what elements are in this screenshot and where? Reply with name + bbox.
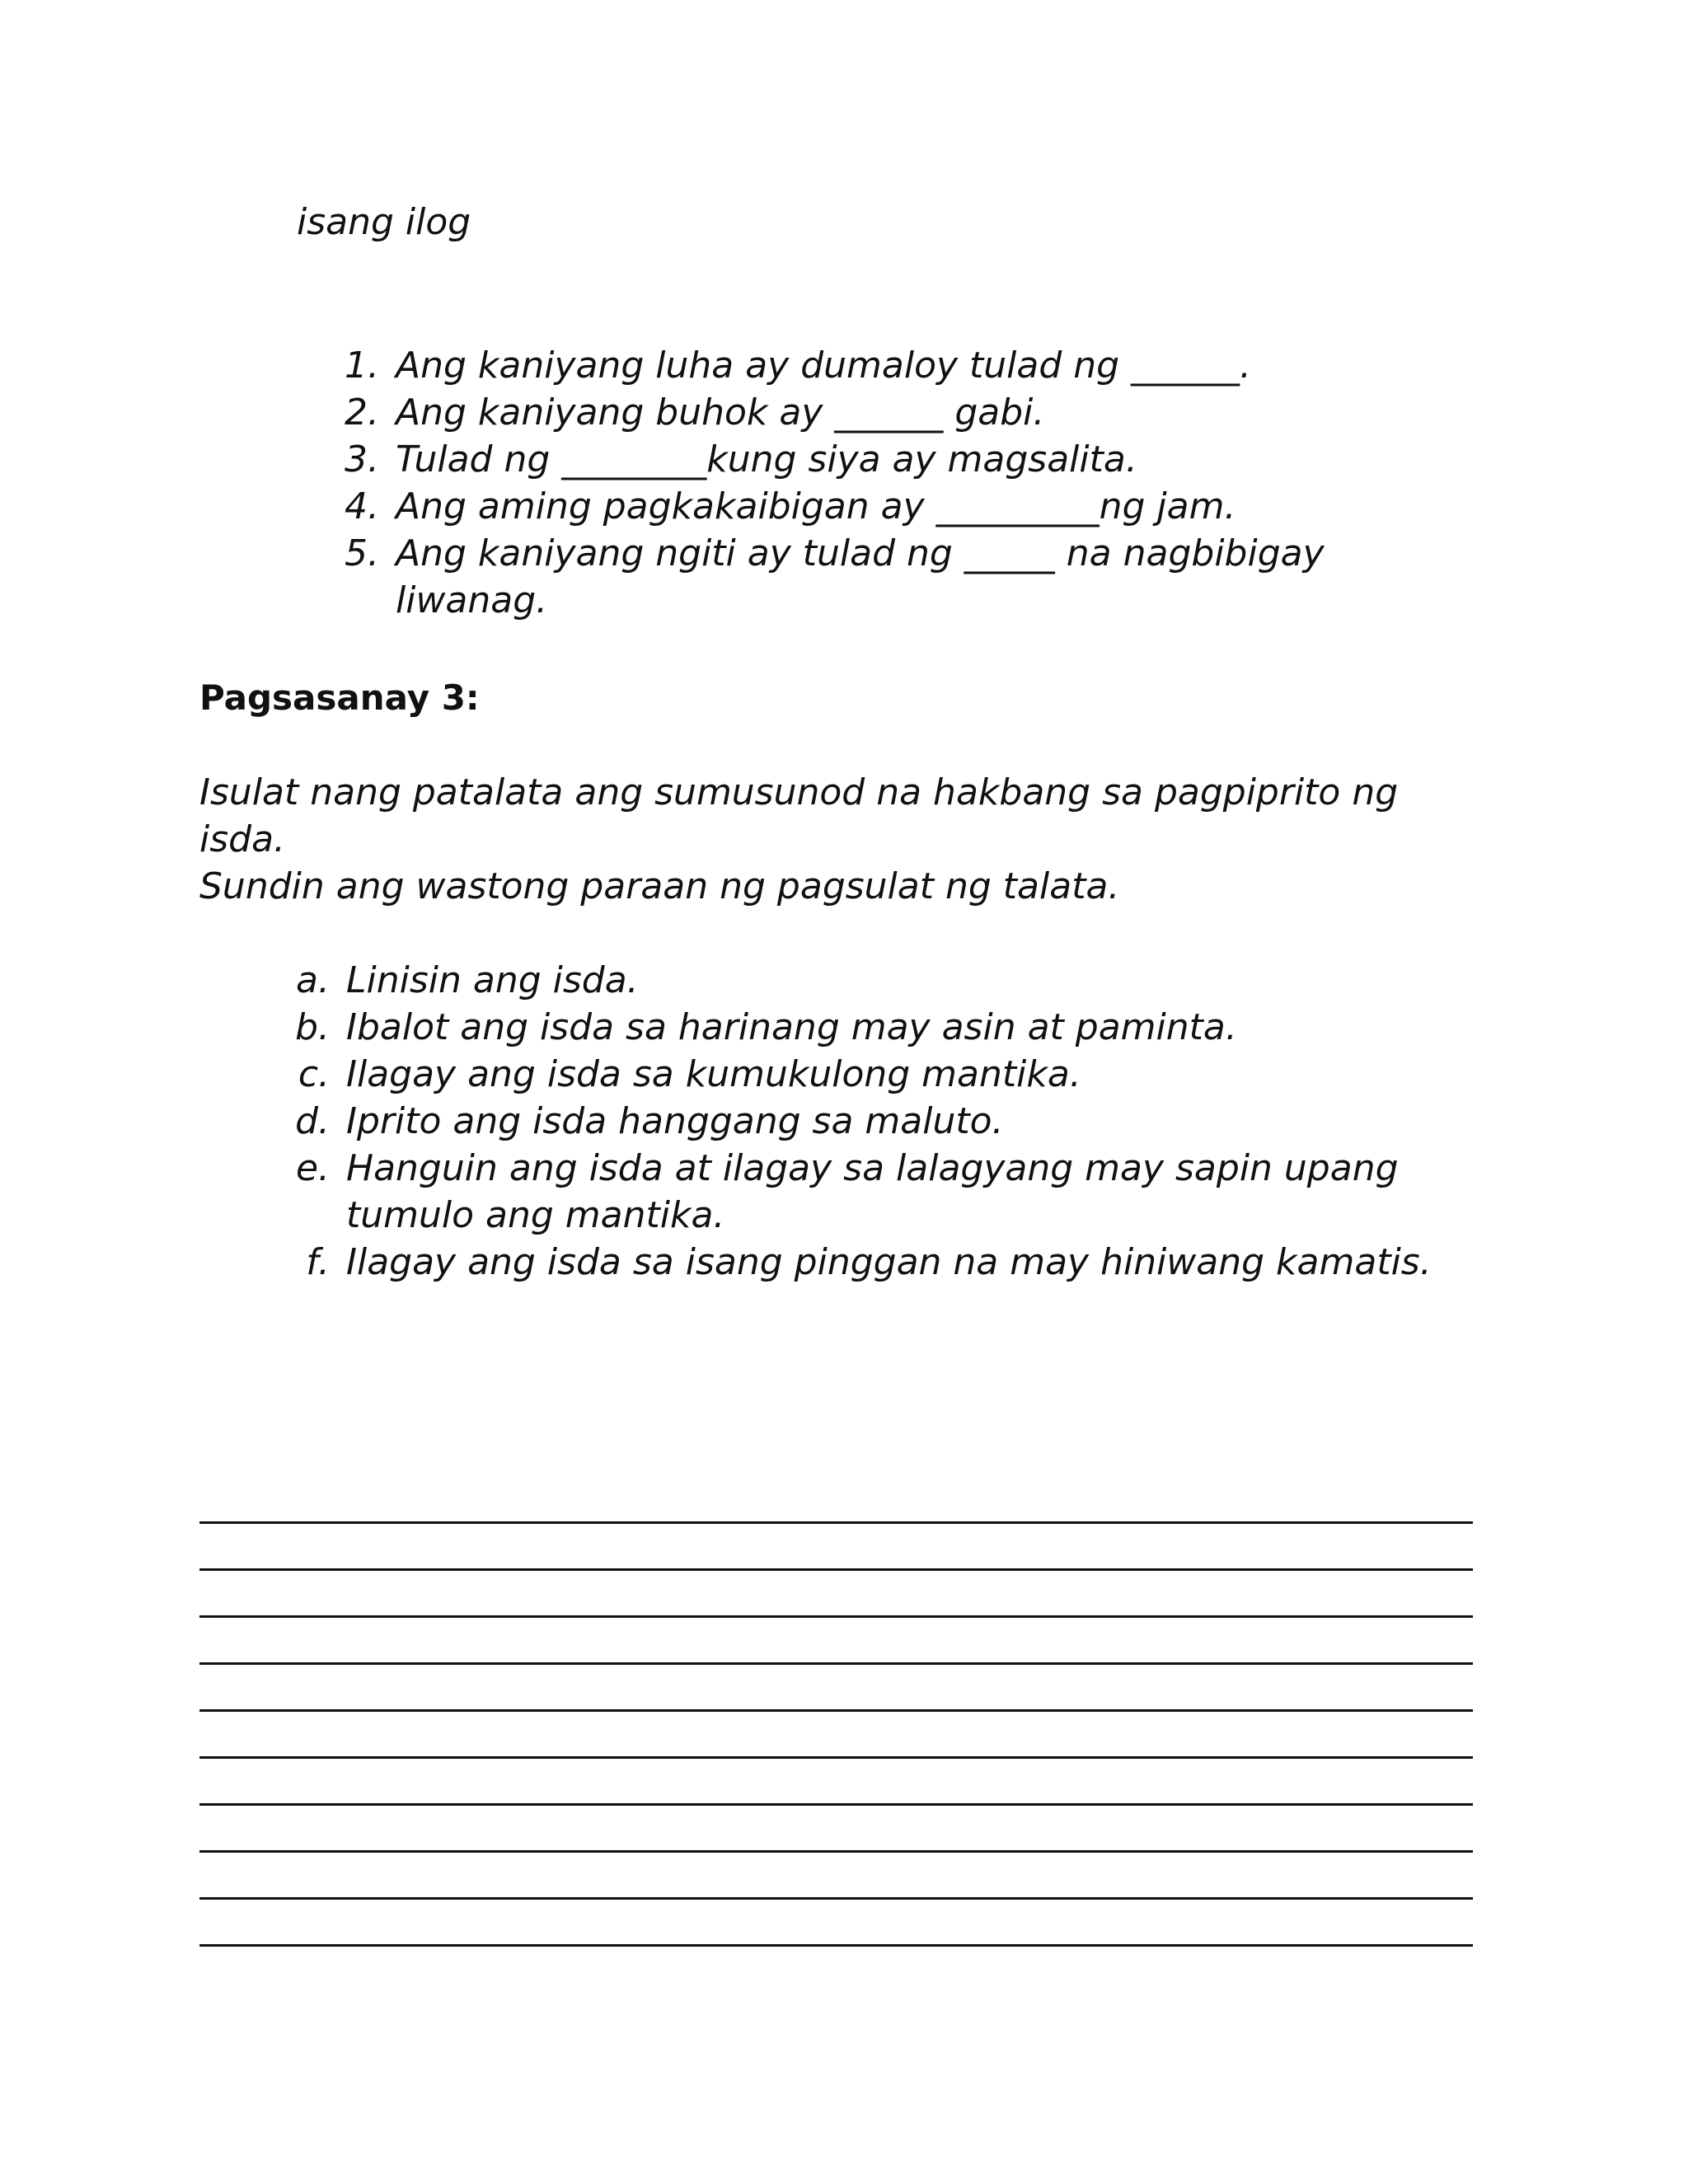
instruction-line: isda. xyxy=(199,818,286,860)
item-text: Ang kaniyang luha ay dumaloy tulad ng ______. xyxy=(396,344,1252,387)
item-text: Tulad ng ________kung siya ay magsalita. xyxy=(396,438,1137,480)
item-text: Ang kaniyang buhok ay ______ gabi. xyxy=(396,391,1045,434)
step-text: Linisin ang isda. xyxy=(346,959,639,1001)
item-number: 3. xyxy=(345,438,379,480)
writing-line[interactable] xyxy=(199,1803,1473,1806)
step-letter: a. xyxy=(296,959,330,1001)
writing-line[interactable] xyxy=(199,1944,1473,1947)
step-text: Ibalot ang isda sa harinang may asin at paminta. xyxy=(346,1006,1237,1048)
step-letter: c. xyxy=(298,1053,330,1095)
item-text: Ang kaniyang ngiti ay tulad ng _____ na nagbibigay xyxy=(396,532,1325,574)
writing-line[interactable] xyxy=(199,1756,1473,1759)
writing-line[interactable] xyxy=(199,1897,1473,1900)
item-number: 5. xyxy=(345,532,379,574)
writing-line[interactable] xyxy=(199,1850,1473,1853)
item-text-continued: liwanag. xyxy=(396,579,548,621)
writing-line[interactable] xyxy=(199,1709,1473,1712)
instruction-line: Isulat nang patalata ang sumusunod na hakbang sa pagpiprito ng xyxy=(199,771,1399,813)
step-text: Iprito ang isda hanggang sa maluto. xyxy=(346,1100,1004,1142)
step-letter: b. xyxy=(295,1006,330,1048)
item-text: Ang aming pagkakaibigan ay _________ng jam. xyxy=(396,485,1236,527)
step-text: Ilagay ang isda sa kumukulong mantika. xyxy=(346,1053,1081,1095)
step-text-continued: tumulo ang mantika. xyxy=(346,1194,725,1236)
step-text: Hanguin ang isda at ilagay sa lalagyang may sapin upang xyxy=(346,1147,1399,1189)
item-number: 2. xyxy=(345,391,379,434)
writing-line[interactable] xyxy=(199,1615,1473,1618)
step-text: Ilagay ang isda sa isang pinggan na may hiniwang kamatis. xyxy=(346,1241,1432,1283)
top-word: isang ilog xyxy=(297,201,471,243)
writing-line[interactable] xyxy=(199,1568,1473,1571)
item-number: 1. xyxy=(345,344,379,387)
item-number: 4. xyxy=(345,485,379,527)
step-letter: f. xyxy=(306,1241,330,1283)
exercise-title: Pagsasanay 3: xyxy=(199,677,480,718)
writing-line[interactable] xyxy=(199,1521,1473,1524)
writing-line[interactable] xyxy=(199,1662,1473,1665)
step-letter: d. xyxy=(295,1100,330,1142)
step-letter: e. xyxy=(295,1147,330,1189)
instruction-line: Sundin ang wastong paraan ng pagsulat ng talata. xyxy=(199,865,1120,907)
